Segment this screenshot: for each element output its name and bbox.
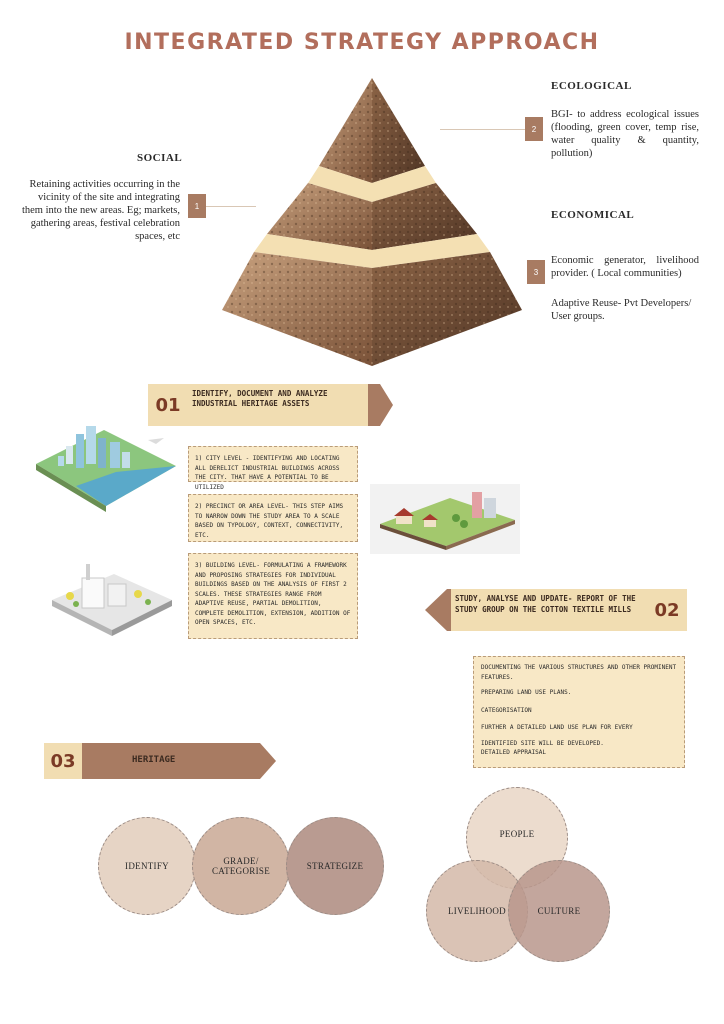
ecological-number-badge: 2: [525, 117, 543, 141]
building-level-note: 3) BUILDING LEVEL- FORMULATING A FRAMEWORK AND PROPOSING STRATEGIES FOR INDIVIDUAL BUILDINGS BASED ON THE ANALYSIS OF FIRST 2 SCALES. THESE STRATEGIES RANGE FROM ADAPTIVE REUSE, PARTIAL DEMOLITION, COMPLETE DEMOLITION, EXTENSION, ADDITION OF OPEN SPACES, ETC.: [188, 553, 358, 639]
process-circle-grade-label: GRADE/ CATEGORISE: [211, 856, 270, 876]
ecological-leader-line: [440, 129, 525, 130]
economical-text-1: Economic generator, livelihood provider. ( Local communities): [551, 255, 699, 279]
step-01-number: 01: [148, 384, 188, 426]
venn-circle-culture: [508, 860, 610, 962]
social-number-badge: 1: [188, 194, 206, 218]
study-note-4: FURTHER A DETAILED LAND USE PLAN FOR EVERY: [481, 724, 633, 731]
social-heading: SOCIAL: [137, 152, 183, 164]
process-circle-identify: [98, 817, 196, 915]
venn-label-people: PEOPLE: [499, 829, 535, 839]
study-note-3: CATEGORISATION: [481, 706, 532, 714]
ecological-heading: ECOLOGICAL: [551, 80, 632, 92]
precinct-level-note: 2) PRECINCT OR AREA LEVEL- THIS STEP AIMS TO NARROW DOWN THE STUDY AREA TO A SCALE BASED ON TYPOLOGY, CONTEXT, CONNECTIVITY, ETC.: [188, 494, 358, 542]
building-illustration: [52, 556, 172, 638]
ecological-text: BGI- to address ecological issues (flooding, green cover, temp rise, water quality & quantity, pollution): [551, 109, 699, 159]
economical-text-2: Adaptive Reuse- Pvt Developers/ User groups.: [551, 298, 692, 322]
step-01-label: IDENTIFY, DOCUMENT AND ANALYZE INDUSTRIAL HERITAGE ASSETS: [192, 389, 328, 408]
step-01-banner: [148, 384, 393, 426]
precinct-illustration: [370, 484, 520, 554]
strategy-pyramid: [222, 78, 522, 368]
study-notes: [473, 656, 685, 768]
study-note-6: DETAILED APPRAISAL: [481, 749, 547, 756]
page-title: INTEGRATED STRATEGY APPROACH: [124, 30, 600, 55]
venn-label-livelihood: LIVELIHOOD: [448, 906, 506, 916]
city-illustration: [36, 416, 176, 516]
step-03-label: HERITAGE: [132, 755, 176, 765]
study-note-5: IDENTIFIED SITE WILL BE DEVELOPED.: [481, 739, 604, 747]
city-level-note: 1) CITY LEVEL - IDENTIFYING AND LOCATING ALL DERELICT INDUSTRIAL BUILDINGS ACROSS THE CITY. THAT HAVE A POTENTIAL TO BE UTILIZED: [188, 446, 358, 482]
step-02-label: STUDY, ANALYSE AND UPDATE- REPORT OF THE STUDY GROUP ON THE COTTON TEXTILE MILLS: [455, 594, 636, 614]
social-text: Retaining activities occurring in the vicinity of the site and integrating them into the new areas. Eg; markets, gathering areas, festival celebration spaces, etc: [21, 179, 180, 242]
process-circle-identify-label: IDENTIFY: [125, 861, 169, 871]
step-02-banner: [425, 589, 687, 631]
process-circle-grade: [192, 817, 290, 915]
economical-number-badge: 3: [527, 260, 545, 284]
step-03-number: 03: [44, 743, 82, 779]
venn-label-culture: CULTURE: [537, 906, 581, 916]
step-02-number: 02: [647, 589, 687, 631]
social-leader-line: [206, 206, 256, 207]
process-circle-strategize: [286, 817, 384, 915]
step-03-banner: [44, 743, 276, 779]
study-note-1: DOCUMENTING THE VARIOUS STRUCTURES AND OTHER PROMINENT FEATURES.: [481, 664, 677, 681]
economical-heading: ECONOMICAL: [551, 209, 635, 221]
process-circle-strategize-label: STRATEGIZE: [306, 861, 364, 871]
study-note-2: PREPARING LAND USE PLANS.: [481, 689, 572, 696]
